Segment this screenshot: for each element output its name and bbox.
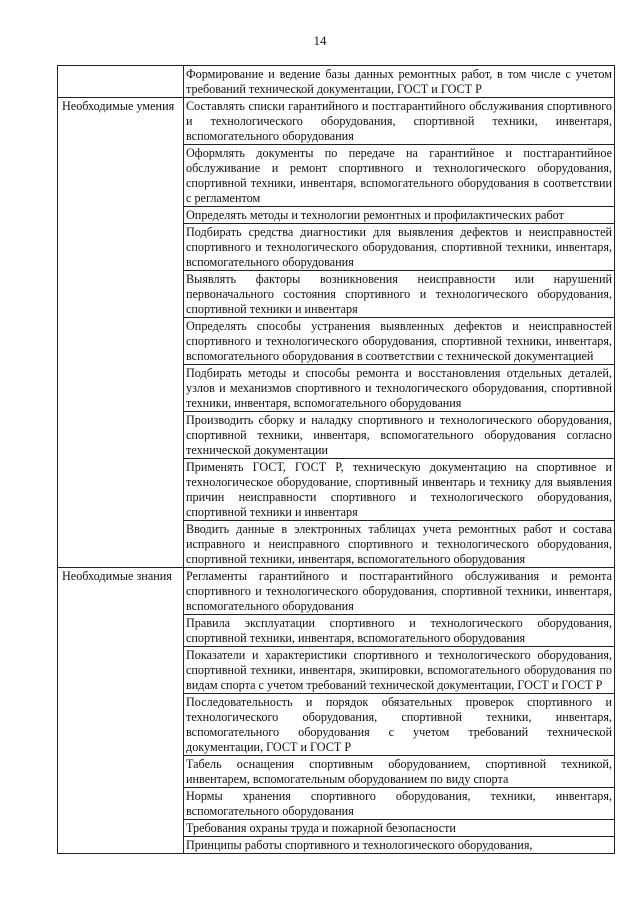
requirement-text: Выявлять факторы возникновения неисправности или нарушений первоначального состояния спортивного и технологического оборудования, спортивной техники и инвентаря <box>184 271 615 318</box>
requirement-text: Последовательность и порядок обязательных проверок спортивного и технологического оборудования, спортивной техники, инвентаря, вспомогательного оборудования с учетом требований технической документации, ГОСТ и ГОСТ Р <box>184 694 615 756</box>
requirement-text: Подбирать средства диагностики для выявления дефектов и неисправностей спортивного и технологического оборудования, спортивной техники, инвентаря, вспомогательного оборудования <box>184 224 615 271</box>
requirement-text: Правила эксплуатации спортивного и технологического оборудования, спортивной техники, инвентаря, вспомогательного оборудования <box>184 615 615 647</box>
section-label: Необходимые умения <box>58 98 184 568</box>
requirement-text: Табель оснащения спортивным оборудованием, спортивной техникой, инвентарем, вспомогательным оборудованием по виду спорта <box>184 756 615 788</box>
requirement-text: Составлять списки гарантийного и постгарантийного обслуживания спортивного и технологического оборудования, спортивной техники, инвентаря, вспомогательного оборудования <box>184 98 615 145</box>
requirement-text: Требования охраны труда и пожарной безопасности <box>184 820 615 837</box>
requirement-text: Производить сборку и наладку спортивного и технологического оборудования, спортивной техники, инвентаря, вспомогательного оборудования согласно технической документации <box>184 412 615 459</box>
requirement-text: Нормы хранения спортивного оборудования, техники, инвентаря, вспомогательного оборудования <box>184 788 615 820</box>
requirement-text: Формирование и ведение базы данных ремонтных работ, в том числе с учетом требований технической документации, ГОСТ и ГОСТ Р <box>184 66 615 98</box>
requirement-text: Показатели и характеристики спортивного и технологического оборудования, спортивной техники, инвентаря, экипировки, вспомогательного оборудования по видам спорта с учетом требований технической документации, ГОСТ и ГОСТ Р <box>184 647 615 694</box>
section-label: Необходимые знания <box>58 568 184 854</box>
requirement-text: Вводить данные в электронных таблицах учета ремонтных работ и состава исправного и неисправного спортивного и технологического оборудования, спортивной техники, инвентаря, вспомогательного оборудования <box>184 521 615 568</box>
table-row <box>58 568 615 615</box>
requirement-text: Определять методы и технологии ремонтных и профилактических работ <box>184 207 615 224</box>
requirement-text: Применять ГОСТ, ГОСТ Р, техническую документацию на спортивное и технологическое оборудование, спортивный инвентарь и технику для выявления причин неисправности спортивного и технологического оборудования, спортивной техники и инвентаря <box>184 459 615 521</box>
section-label <box>58 66 184 98</box>
table-row <box>58 98 615 145</box>
page-number: 14 <box>313 33 327 48</box>
table-row <box>58 66 615 98</box>
requirement-text: Регламенты гарантийного и постгарантийного обслуживания и ремонта спортивного и технологического оборудования, спортивной техники, инвентаря, вспомогательного оборудования <box>184 568 615 615</box>
requirement-text: Определять способы устранения выявленных дефектов и неисправностей спортивного и технологического оборудования, спортивной техники, инвентаря, вспомогательного оборудования в соответствии с технической документацией <box>184 318 615 365</box>
requirement-text: Принципы работы спортивного и технологического оборудования, <box>184 837 615 854</box>
requirement-text: Подбирать методы и способы ремонта и восстановления отдельных деталей, узлов и механизмов спортивного и технологического оборудования, спортивной техники, инвентаря, вспомогательного оборудования <box>184 365 615 412</box>
requirement-text: Оформлять документы по передаче на гарантийное и постгарантийное обслуживание и ремонт спортивного и технологического оборудования, спортивной техники, инвентаря, вспомогательного оборудования в соответствии с регламентом <box>184 145 615 207</box>
requirements-table <box>57 65 615 854</box>
